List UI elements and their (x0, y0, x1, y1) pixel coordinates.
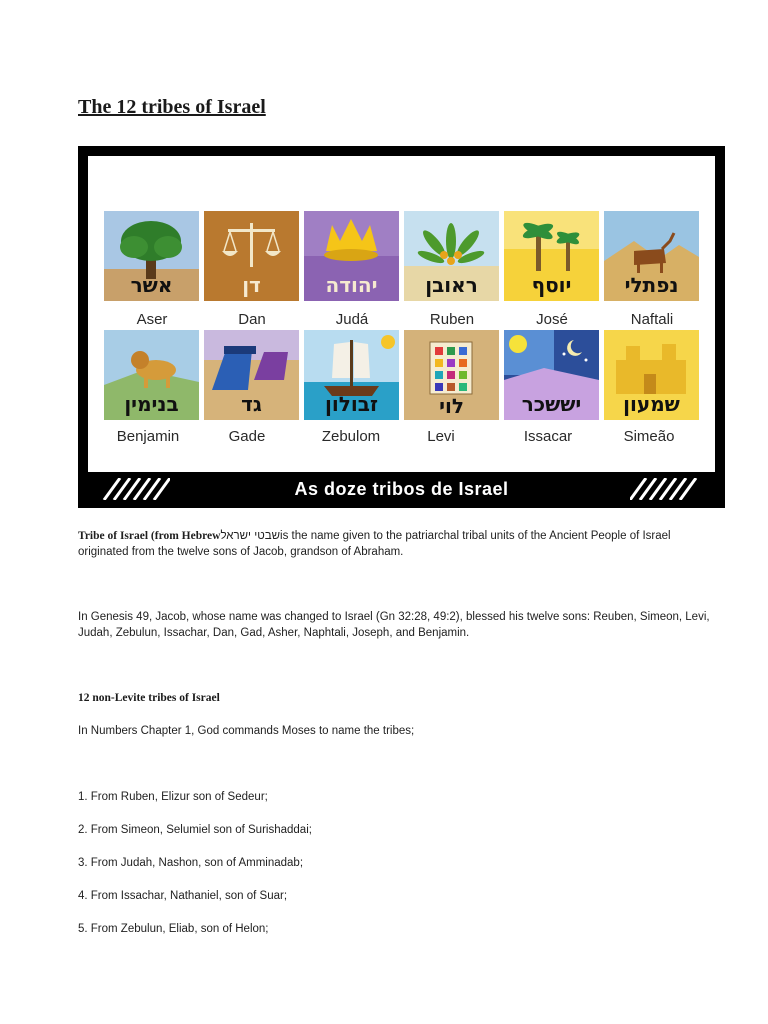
tribe-name: José (536, 311, 568, 328)
tribe-name: Simeão (623, 428, 675, 445)
tribe-name: Levi (427, 428, 455, 445)
banner-caption: As doze tribos de Israel (294, 479, 509, 499)
tribe-hebrew: זבולון (325, 392, 378, 416)
genesis-paragraph: In Genesis 49, Jacob, whose name was changed to Israel (Gn 32:28, 49:2), blessed his twelve sons: Reuben, Simeon, Levi, Judah, Zebulun, Issachar, Dan, Gad, Asher, Naphtali, Joseph, and Benjamin. (78, 611, 710, 639)
tile-levi (404, 330, 499, 420)
tribe-name: Naftali (630, 311, 674, 328)
list-item: 5. From Zebulun, Eliab, son of Helon; (78, 923, 269, 935)
tribe-hebrew: יוסף (531, 273, 572, 297)
tribe-name: Benjamin (116, 428, 180, 445)
tribe-hebrew: לוי (439, 394, 464, 418)
intro-paragraph (78, 528, 718, 560)
tribe-name: Ruben (429, 311, 475, 328)
tribe-hebrew: בנימין (124, 392, 179, 416)
tribe-hebrew: דן (242, 273, 261, 297)
list-item: 1. From Ruben, Elizur son of Sedeur; (78, 791, 268, 803)
numbers-intro: In Numbers Chapter 1, God commands Moses to name the tribes; (78, 725, 415, 737)
tribe-hebrew: אשר (130, 273, 173, 297)
tribe-hebrew: ראובן (425, 273, 478, 297)
tile-aser (104, 211, 199, 301)
stripes-right-decoration (630, 478, 700, 500)
list-item: 3. From Judah, Nashon, son of Amminadab; (78, 857, 304, 869)
tribes-banner-image (78, 146, 725, 508)
intro-lead: Tribe of Israel (from Hebrew (78, 530, 221, 542)
tile-gade (204, 330, 299, 420)
tribe-name: Gade (228, 428, 266, 445)
intro-text: is the name given to the patriarchal tribal units of the Ancient People of Israel originated from the twelve sons of Jacob, grandson of Abraham. (78, 530, 671, 558)
list-item: 2. From Simeon, Selumiel son of Surishaddai; (78, 824, 312, 836)
tile-dan (204, 211, 299, 301)
tribe-hebrew: יהודה (325, 273, 378, 297)
tile-zebulom (304, 330, 399, 420)
tribe-name: Zebulom (321, 428, 381, 445)
tribe-name: Issacar (523, 428, 573, 445)
tribe-hebrew: שמעון (623, 392, 680, 416)
banner-footer (78, 472, 725, 508)
tile-naftali (604, 211, 699, 301)
intro-hebrew: שבטי ישראל (220, 530, 281, 542)
tribe-name: Aser (136, 311, 168, 328)
tribe-hebrew: יששכר (521, 392, 582, 416)
tile-ruben (404, 211, 499, 301)
section-heading: 12 non-Levite tribes of Israel (78, 692, 220, 704)
tile-juda (304, 211, 399, 301)
tribe-hebrew: נפתלי (624, 273, 679, 297)
tribe-hebrew: גד (241, 392, 262, 416)
tile-issacar (504, 330, 599, 420)
list-item: 4. From Issachar, Nathaniel, son of Suar; (78, 890, 288, 902)
tile-simeao (604, 330, 699, 420)
tribe-name: Judá (335, 311, 369, 328)
tile-jose (504, 211, 599, 301)
tile-benjamin (104, 330, 199, 420)
tribe-name: Dan (238, 311, 266, 328)
page-title: The 12 tribes of Israel (78, 96, 266, 118)
